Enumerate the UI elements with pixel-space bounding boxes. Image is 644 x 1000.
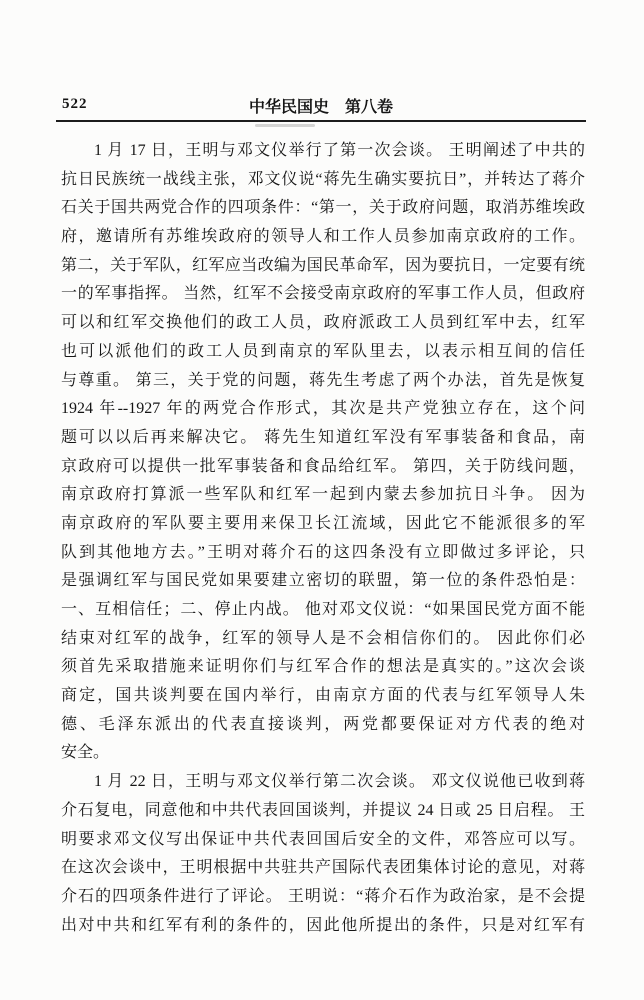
text-line: 明要求邓文仪写出保证中共代表回国后安全的文件，邓答应可以写。	[61, 830, 585, 848]
text-line: 德、毛泽东派出的代表直接谈判，两党都要保证对方代表的绝对	[61, 715, 585, 733]
text-line: 也可以派他们的政工人员到南京的军队里去，以表示相互间的信任	[61, 342, 585, 360]
text-line: 是强调红军与国民党如果要建立密切的联盟，第一位的条件恐怕是：	[61, 572, 585, 590]
text-line: 1 月 22 日，王明与邓文仪举行第二次会谈。 邓文仪说他已收到蒋	[94, 773, 585, 791]
page-number: 522	[62, 96, 88, 112]
text-line: 介石复电，同意他和中共代表回国谈判，并提议 24 日或 25 日启程。 王	[61, 801, 585, 819]
text-line: 队到其他地方去。”王明对蒋介石的这四条没有立即做过多评论，只	[61, 543, 585, 561]
text-line: 1 月 17 日，王明与邓文仪举行了第一次会谈。 王明阐述了中共的	[94, 142, 585, 159]
text-line: 结束对红军的战争，红军的领导人是不会相信你们的。 因此你们必	[61, 629, 585, 647]
text-line: 石关于国共两党合作的四项条件：“第一，关于政府问题，取消苏维埃政	[61, 199, 585, 217]
text-line: 安全。	[61, 744, 110, 762]
text-line: 出对中共和红军有利的条件的，因此他所提出的条件，只是对红军有	[61, 916, 585, 934]
text-line: 商定，国共谈判要在国内举行，由南京方面的代表与红军领导人朱	[61, 687, 585, 705]
text-line: 1924 年--1927 年的两党合作形式，其次是共产党独立存在，这个问	[61, 400, 585, 418]
text-line: 介石的四项条件进行了评论。 王明说：“蒋介石作为政治家，是不会提	[61, 887, 585, 905]
text-line: 可以和红军交换他们的政工人员，政府派政工人员到红军中去，红军	[61, 314, 585, 332]
text-line: 府，邀请所有苏维埃政府的领导人和工作人员参加南京政府的工作。	[61, 228, 585, 246]
text-line: 须首先采取措施来证明你们与红军合作的想法是真实的。”这次会谈	[61, 658, 585, 676]
page-body	[61, 137, 585, 940]
text-line: 南京政府的军队要主要用来保卫长江流域，因此它不能派很多的军	[61, 514, 585, 532]
text-line: 在这次会谈中，王明根据中共驻共产国际代表团集体讨论的意见，对蒋	[61, 859, 585, 877]
header-rule	[56, 120, 586, 122]
text-line: 南京政府打算派一些军队和红军一起到内蒙去参加抗日斗争。 因为	[61, 486, 585, 504]
running-title: 中华民国史 第八卷	[248, 99, 393, 116]
text-line: 抗日民族统一战线主张，邓文仪说“蒋先生确实要抗日”，并转达了蒋介	[61, 170, 585, 188]
text-line: 一、互相信任；二、停止内战。 他对邓文仪说：“如果国民党方面不能	[61, 601, 585, 618]
text-line: 题可以以后再来解决它。 蒋先生知道红军没有军事装备和食品，南	[61, 428, 585, 446]
page-header	[56, 94, 586, 118]
text-line: 一的军事指挥。 当然，红军不会接受南京政府的军事工作人员，但政府	[61, 285, 585, 303]
text-line: 第二，关于军队，红军应当改编为国民革命军，因为要抗日，一定要有统	[61, 256, 585, 274]
scan-smudge	[255, 124, 315, 127]
text-line: 京政府可以提供一批军事装备和食品给红军。 第四，关于防线问题，	[61, 457, 585, 475]
text-line: 与尊重。 第三，关于党的问题，蒋先生考虑了两个办法，首先是恢复	[61, 371, 585, 389]
